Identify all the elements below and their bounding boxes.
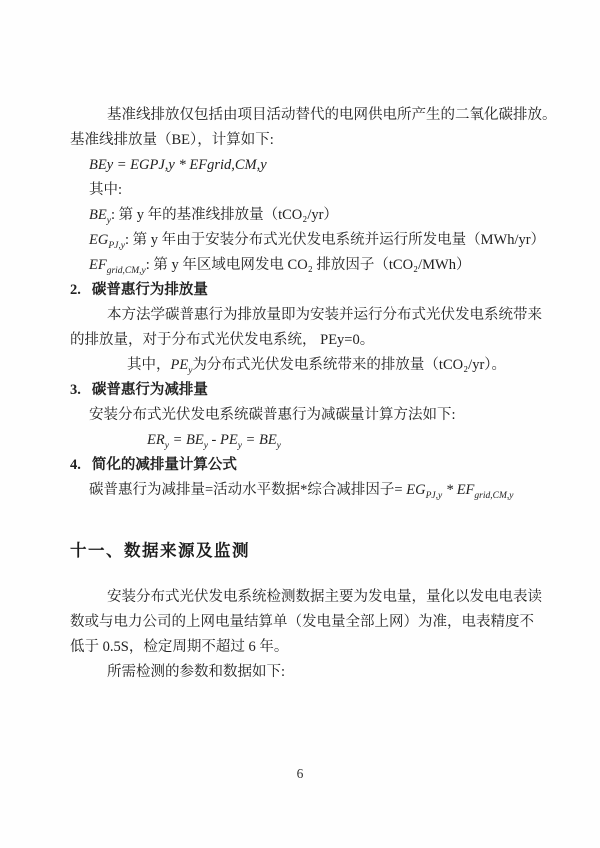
er-sub-4: y bbox=[276, 440, 281, 451]
pe-symbol bbox=[170, 357, 193, 376]
eg-term-text: EG bbox=[406, 482, 426, 498]
section-2-paragraph-line-1: 本方法学碳普惠行为排放量即为安装并运行分布式光伏发电系统带来 bbox=[107, 307, 542, 323]
section-3-heading bbox=[70, 378, 546, 403]
eg-symbol-subscript: PJ,y bbox=[108, 240, 125, 251]
section-11-paragraph-line-1: 安装分布式光伏发电系统检测数据主要为发电量，量化以发电电表读 bbox=[107, 589, 542, 605]
section-11-heading: 十一、数据来源及监测 bbox=[70, 542, 250, 560]
section-2-note bbox=[70, 353, 546, 378]
ef-symbol-text: EF bbox=[89, 257, 107, 273]
pe-symbol-subscript: y bbox=[188, 365, 193, 376]
section-2-number: 2. bbox=[70, 282, 81, 298]
be-definition-text: : 第 y 年的基准线排放量（tCO₂/yr） bbox=[110, 207, 338, 223]
eg-symbol bbox=[89, 232, 125, 251]
eg-symbol-text: EG bbox=[89, 232, 109, 248]
baseline-paragraph-line-2: 基准线排放量（BE），计算如下: bbox=[70, 132, 274, 148]
section-11-paragraph-line-2: 数或与电力公司的上网电量结算单（发电量全部上网）为准，电表精度不 bbox=[70, 614, 534, 630]
ef-term-text: EF bbox=[456, 482, 475, 498]
ef-term bbox=[456, 482, 514, 501]
er-sub-3: y bbox=[237, 440, 242, 451]
ef-definition-text: : 第 y 年区域电网发电 CO₂ 排放因子（tCO₂/MWh） bbox=[145, 257, 471, 273]
simplified-formula-prefix: 碳普惠行为减排量=活动水平数据*综合减排因子= bbox=[89, 482, 407, 498]
definition-eg bbox=[70, 228, 546, 253]
section-2-paragraph-line-2: 的排放量，对于分布式光伏发电系统， PEy=0。 bbox=[70, 332, 375, 348]
note-suffix: 为分布式光伏发电系统带来的排放量（tCO₂/yr）。 bbox=[192, 357, 507, 373]
simplified-formula bbox=[70, 478, 546, 503]
be-symbol bbox=[89, 207, 111, 226]
note-prefix: 其中， bbox=[127, 357, 171, 373]
section-11-paragraph-2: 所需检测的参数和数据如下: bbox=[107, 664, 286, 680]
multiplication-sign: * bbox=[442, 482, 457, 498]
where-label: 其中: bbox=[89, 182, 123, 198]
section-2-title: 碳普惠行为排放量 bbox=[91, 282, 208, 298]
document-body bbox=[70, 103, 557, 685]
section-4-title: 简化的减排量计算公式 bbox=[91, 457, 237, 473]
eg-definition-text: : 第 y 年由于安装分布式光伏发电系统并运行所发电量（MWh/yr） bbox=[124, 232, 546, 248]
er-sub-1: y bbox=[164, 440, 169, 451]
definition-be bbox=[70, 203, 546, 228]
section-4-heading bbox=[70, 453, 546, 478]
ef-term-subscript: grid,CM,y bbox=[474, 490, 514, 501]
section-3-number: 3. bbox=[70, 382, 81, 398]
section-2-heading bbox=[70, 278, 546, 303]
section-3-paragraph: 安装分布式光伏发电系统碳普惠行为减碳量计算方法如下: bbox=[89, 407, 456, 423]
eg-term bbox=[406, 482, 443, 501]
ef-symbol bbox=[89, 257, 146, 276]
section-11-paragraph-line-3: 低于 0.5S，检定周期不超过 6 年。 bbox=[70, 639, 289, 655]
er-formula bbox=[70, 428, 546, 453]
baseline-emission-formula: BEy = EGPJ,y * EFgrid,CM,y bbox=[89, 157, 267, 173]
pe-symbol-text: PE bbox=[170, 357, 189, 373]
eg-term-subscript: PJ,y bbox=[425, 490, 443, 501]
er-term-1: ER bbox=[147, 432, 165, 448]
page-number: 6 bbox=[296, 766, 304, 781]
er-term-3: - PE bbox=[207, 432, 238, 448]
section-4-number: 4. bbox=[70, 457, 81, 473]
er-term-4: = BE bbox=[241, 432, 277, 448]
be-symbol-text: BE bbox=[89, 207, 107, 223]
section-3-title: 碳普惠行为减排量 bbox=[91, 382, 208, 398]
be-symbol-subscript: y bbox=[106, 215, 111, 226]
er-sub-2: y bbox=[203, 440, 208, 451]
definition-ef bbox=[70, 253, 546, 278]
ef-symbol-subscript: grid,CM,y bbox=[106, 265, 146, 276]
er-term-2: = BE bbox=[168, 432, 204, 448]
baseline-paragraph-line-1: 基准线排放仅包括由项目活动替代的电网供电所产生的二氧化碳排放。 bbox=[107, 107, 557, 123]
